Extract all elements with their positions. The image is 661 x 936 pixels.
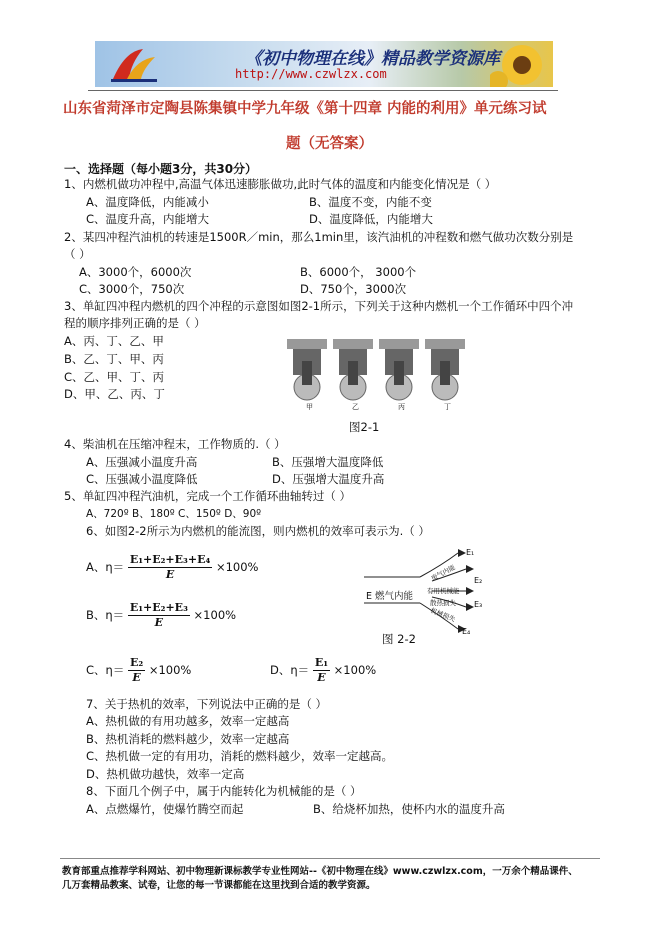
q7-option-d: D、热机做功越快，效率一定高 (86, 767, 245, 781)
footer-line-2: 几万套精品教案、试卷，让您的每一节课都能在这里找到合适的教学资源。 (62, 880, 376, 891)
engine-stroke-yi (333, 339, 373, 400)
q4-option-d: D、压强增大温度升高 (272, 472, 385, 486)
q3-option-a: A、丙、丁、乙、甲 (64, 334, 164, 348)
q1-option-a: A、温度降低，内能减小 (86, 195, 209, 209)
q2-option-a: A、3000个，6000次 (79, 265, 192, 279)
q5-stem: 5、单缸四冲程汽油机，完成一个工作循环曲轴转过（ ） (64, 489, 351, 503)
diagram-label-exhaust: 废气内能 (429, 563, 457, 583)
q2-paren: （ ） (64, 247, 91, 261)
section-heading: 一、选择题（每小题3分，共30分） (64, 162, 258, 176)
q3-stem: 3、单缸四冲程内燃机的四个冲程的示意图如图2-1所示，下列关于这种内燃机一个工作循环中四个冲 (64, 299, 574, 313)
footer-rule (60, 858, 600, 859)
q3-option-c: C、乙、甲、丁、丙 (64, 370, 165, 384)
q6-c-fraction (128, 656, 145, 685)
logo-icon (107, 45, 163, 85)
q6-d-fraction (313, 656, 330, 685)
figure-2-2-caption: 图 2-2 (382, 632, 416, 646)
q6-d-denominator: E (317, 671, 326, 684)
page-title-cont: 题（无答案） (286, 136, 373, 152)
q6-option-c (86, 656, 191, 685)
q6-c-label: C、η＝ (86, 663, 125, 677)
q6-option-d (270, 656, 376, 685)
figure-2-1-caption: 图2-1 (349, 420, 380, 434)
q6-b-percent: ×100% (193, 608, 237, 622)
fig-label-bing: 丙 (398, 403, 405, 411)
q6-stem: 6、如图2-2所示为内燃机的能流图，则内燃机的效率可表示为.（ ） (86, 524, 430, 538)
engine-stroke-jia (287, 339, 327, 400)
banner-url[interactable]: http://www.czwlzx.com (235, 67, 387, 81)
q3-option-b: B、乙、丁、甲、丙 (64, 352, 164, 366)
q1-option-c: C、温度升高，内能增大 (86, 212, 210, 226)
q6-b-label: B、η＝ (86, 608, 125, 622)
diagram-e2: E₂ (474, 576, 483, 585)
engine-stroke-ding (425, 339, 465, 400)
q3-stem-cont: 程的顺序排列正确的是（ ） (64, 316, 206, 330)
q2-option-b: B、6000个， 3000个 (300, 265, 417, 279)
q6-b-fraction (128, 601, 190, 630)
q6-d-percent: ×100% (333, 663, 377, 677)
q6-b-denominator: E (154, 616, 164, 629)
engine-stroke-bing (379, 339, 419, 400)
q6-a-denominator: E (165, 568, 175, 581)
q1-stem: 1、内燃机做功冲程中,高温气体迅速膨胀做功,此时气体的温度和内能变化情况是（ ） (64, 177, 497, 191)
banner-title: 《初中物理在线》精品教学资源库 (245, 49, 500, 69)
q6-a-numerator: E₁+E₂+E₃+E₄ (129, 553, 211, 566)
q4-option-a: A、压强减小温度升高 (86, 455, 198, 469)
footer-line-1: 教育部重点推荐学科网站、初中物理新课标教学专业性网站--《初中物理在线》www.czwlzx.com，一万余个精品课件、 (62, 866, 578, 877)
diagram-label-mech: 机械损失 (429, 606, 457, 624)
diagram-e4: E₄ (462, 627, 471, 636)
q7-option-a: A、热机做的有用功越多，效率一定越高 (86, 714, 290, 728)
q3-option-d: D、甲、乙、丙、丁 (64, 387, 165, 401)
q1-option-b: B、温度不变，内能不变 (309, 195, 432, 209)
q5-options: A、720º B、180º C、150º D、90º (86, 508, 262, 520)
q4-option-c: C、压强减小温度降低 (86, 472, 198, 486)
q2-option-c: C、3000个，750次 (79, 282, 185, 296)
q8-option-b: B、给烧杯加热，使杯内水的温度升高 (313, 802, 505, 816)
q4-option-b: B、压强增大温度降低 (272, 455, 384, 469)
sunflower-icon (490, 41, 553, 87)
q4-stem: 4、柴油机在压缩冲程末，工作物质的.（ ） (64, 437, 286, 451)
q6-a-fraction (128, 553, 212, 582)
diagram-label-heat: 散热损失 (430, 599, 456, 607)
q7-stem: 7、关于热机的效率，下列说法中正确的是（ ） (86, 697, 327, 711)
fig-label-yi: 乙 (352, 403, 359, 411)
header-banner (95, 41, 553, 87)
header-rule (88, 90, 558, 91)
diagram-e3: E₃ (474, 600, 483, 609)
q6-option-a (86, 553, 258, 582)
q6-d-numerator: E₁ (314, 656, 329, 669)
q1-option-d: D、温度降低，内能增大 (309, 212, 433, 226)
q6-c-numerator: E₂ (129, 656, 144, 669)
q7-option-b: B、热机消耗的燃料越少，效率一定越高 (86, 732, 290, 746)
diagram-e1: E₁ (466, 548, 475, 557)
q6-c-percent: ×100% (148, 663, 192, 677)
figure-2-1-engine-strokes (285, 333, 467, 413)
q6-a-label: A、η＝ (86, 560, 125, 574)
page-title: 山东省菏泽市定陶县陈集镇中学九年级《第十四章 内能的利用》单元练习试 (63, 101, 547, 117)
fig-label-ding: 丁 (444, 403, 451, 411)
q8-option-a: A、点燃爆竹，使爆竹腾空而起 (86, 802, 244, 816)
diagram-input-label: E 燃气内能 (366, 591, 414, 602)
q6-a-percent: ×100% (215, 560, 259, 574)
q8-stem: 8、下面几个例子中，属于内能转化为机械能的是（ ） (86, 784, 362, 798)
q2-option-d: D、750个，3000次 (300, 282, 407, 296)
q7-option-c: C、热机做一定的有用功，消耗的燃料越少，效率一定越高。 (86, 749, 394, 763)
q6-c-denominator: E (132, 671, 141, 684)
q6-b-numerator: E₁+E₂+E₃ (129, 601, 188, 614)
fig-label-jia: 甲 (306, 403, 313, 411)
q2-stem: 2、某四冲程汽油机的转速是1500R／min，那么1min里，该汽油机的冲程数和燃气做功次数分别是 (64, 230, 574, 244)
q6-option-b (86, 601, 236, 630)
q6-d-label: D、η＝ (270, 663, 310, 677)
diagram-label-useful: 有用机械能 (427, 587, 460, 595)
